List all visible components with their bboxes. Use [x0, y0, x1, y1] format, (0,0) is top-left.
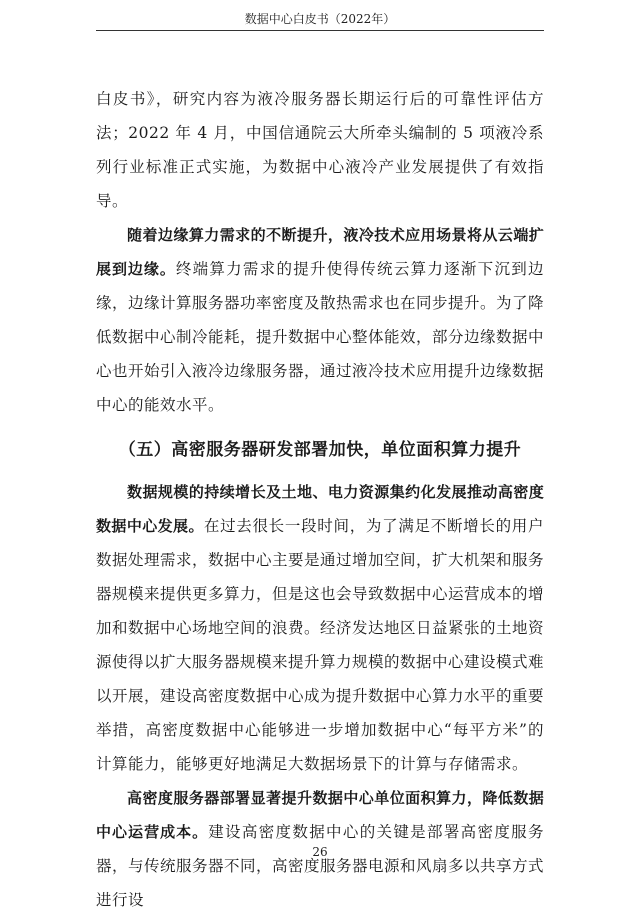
paragraph-high-density-servers-lead: 高密度服务器部署显著提升数据中心单位面积算力，降低数据中心运营成本。	[96, 789, 544, 841]
paragraph-liquid-cooling-standards: 白皮书》，研究内容为液冷服务器长期运行后的可靠性评估方法；2022 年 4 月，中国信通院云大所牵头编制的 5 项液冷系列行业标准正式实施，为数据中心液冷产业发展提供了有效指导。	[96, 90, 544, 210]
paragraph-edge-computing-lead: 随着边缘算力需求的不断提升，液冷技术应用场景将从云端扩展到边缘。	[96, 226, 544, 278]
header-divider	[96, 30, 544, 31]
paragraph-edge-computing	[96, 218, 544, 422]
paragraph-edge-computing-body: 终端算力需求的提升使得传统云算力逐渐下沉到边缘，边缘计算服务器功率密度及散热需求也在同步提升。为了降低数据中心制冷能耗，提升数据中心整体能效，部分边缘数据中心也开始引入液冷边缘服务器，通过液冷技术应用提升边缘数据中心的能效水平。	[96, 260, 545, 414]
section-heading: （五）高密服务器研发部署加快，单位面积算力提升	[118, 440, 522, 460]
paragraph-high-density-growth-lead: 数据规模的持续增长及土地、电力资源集约化发展推动高密度数据中心发展。	[96, 483, 544, 535]
running-header: 数据中心白皮书（2022年）	[244, 12, 396, 26]
paragraph-high-density-servers-body: 建设高密度数据中心的关键是部署高密度服务器，与传统服务器不同，高密度服务器电源和风扇多以共享方式进行设	[96, 823, 545, 909]
page-number: 26	[312, 845, 328, 859]
page-body	[96, 82, 544, 917]
paragraph-high-density-growth	[96, 475, 544, 781]
paragraph-high-density-growth-body: 在过去很长一段时间，为了满足不断增长的用户数据处理需求，数据中心主要是通过增加空间，扩大机架和服务器规模来提供更多算力，但是这也会导致数据中心运营成本的增加和数据中心场地空间的浪费。经济发达地区日益紧张的土地资源使得以扩大服务器规模来提升算力规模的数据中心建设模式难以开展，建设高密度数据中心成为提升数据中心算力水平的重要举措，高密度数据中心能够进一步增加数据中心“每平方米”的计算能力，能够更好地满足大数据场景下的计算与存储需求。	[96, 517, 545, 773]
